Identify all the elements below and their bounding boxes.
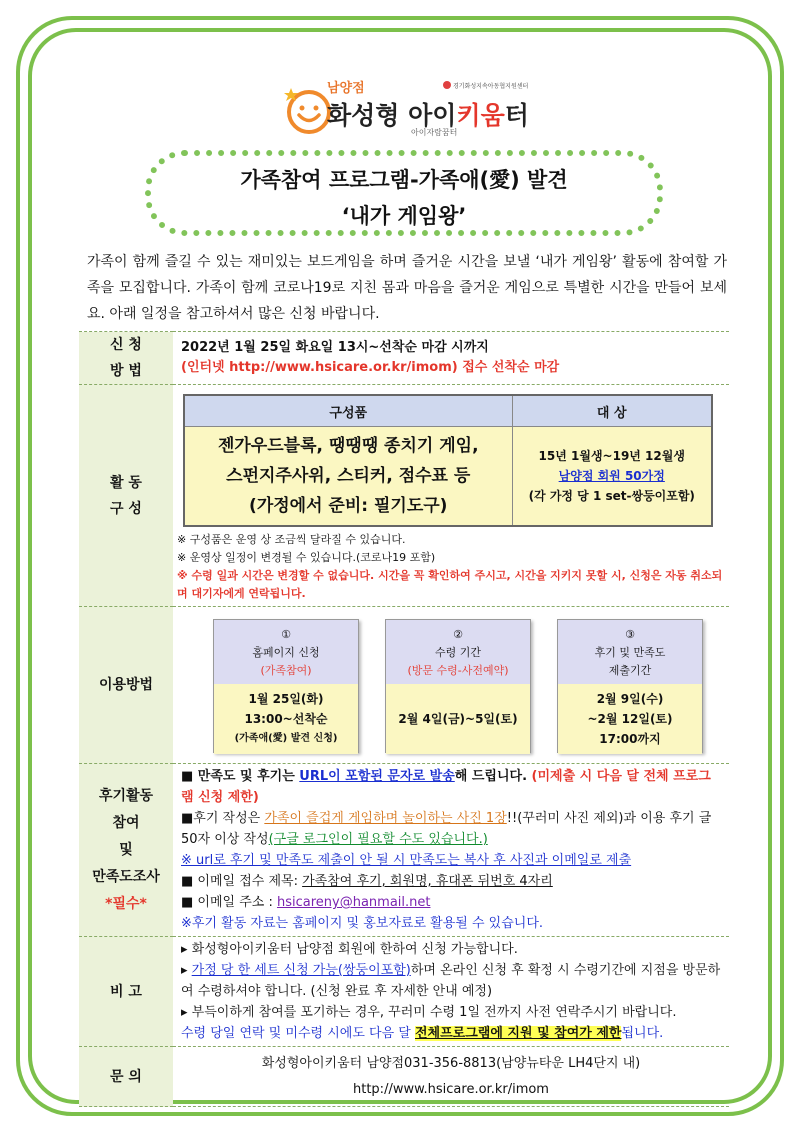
remark-2: ▸ 가정 당 한 세트 신청 가능(쌍둥이포함)하며 온라인 신청 후 확정 시 수령기간에 지점을 방문하여 수령하셔야 합니다. (신청 완료 후 자세한 안내 예정)	[181, 963, 721, 999]
intro-paragraph: 가족이 함께 즐길 수 있는 재미있는 보드게임을 하며 즐거운 시간을 보낼 ‘내가 게임왕’ 활동에 참여할 가족을 모집합니다. 가족이 함께 코로나19로 지친 몸과 마음을 즐거운 게임으로 특별한 시간을 만들어 보세요. 아래 일정을 참고하셔서 많은 신청 바랍니다.	[87, 254, 727, 322]
remarks-label: 비 고	[79, 937, 173, 1047]
review-line-3: ※ url로 후기 및 만족도 제출이 안 될 시 만족도는 복사 후 사진과 이메일로 제출	[181, 853, 632, 868]
logo	[283, 74, 533, 140]
apply-line2: (인터넷 http://www.hsicare.or.kr/imom) 접수 선착순 마감	[181, 360, 560, 375]
remark-4: 수령 당일 연락 및 미수령 시에도 다음 달 전체프로그램에 지원 및 참여가 제한됩니다.	[181, 1026, 664, 1041]
logo-org: 경기화성지속아동협지원센터	[443, 81, 528, 90]
remark-1: ▸ 화성형아이키움터 남양점 회원에 한하여 신청 가능합니다.	[181, 942, 518, 957]
components-header: 구성품	[184, 395, 512, 427]
title-box	[145, 150, 663, 236]
usage-content	[173, 607, 729, 764]
contact-row	[79, 1047, 729, 1107]
remarks-content	[173, 937, 729, 1047]
contact-line1: 화성형아이키움터 남양점031-356-8813(남양뉴타운 LH4단지 내)	[261, 1055, 641, 1071]
page-title: 가족참여 프로그램-가족애(愛) 발견	[240, 168, 568, 192]
activity-note-3: ※ 수령 일과 시간은 변경할 수 없습니다. 시간을 꼭 확인하여 주시고, 시간을 지키지 못할 시, 신청은 자동 취소되며 대기자에게 연락됩니다.	[177, 569, 723, 601]
page-subtitle: ‘내가 게임왕’	[341, 204, 467, 228]
logo-name: 화성형 아이키움터	[327, 101, 529, 130]
email-link[interactable]: hsicareny@hanmail.net	[276, 895, 431, 910]
review-row	[79, 764, 729, 937]
review-line-2: ■후기 작성은 가족이 즐겁게 게임하며 놀이하는 사진 1장!!(꾸러미 사진 제외)과 이용 후기 글 50자 이상 작성(구글 로그인이 필요할 수도 있습니다.)	[181, 811, 712, 847]
review-line-6: ※후기 활동 자료는 홈페이지 및 홍보자료로 활용될 수 있습니다.	[181, 916, 544, 931]
review-content	[173, 764, 729, 937]
usage-row	[79, 607, 729, 764]
activity-content	[173, 385, 729, 607]
review-label: 후기활동 참여 및 만족도조사 *필수*	[79, 764, 173, 937]
apply-line1: 2022년 1월 25일 화요일 13시~선착순 마감 시까지	[181, 340, 489, 355]
apply-row	[79, 332, 729, 385]
activity-row	[79, 385, 729, 607]
target-cell: 15년 1월생~19년 12월생 남양점 회원 50가정 (각 가정 당 1 set-쌍둥이포함)	[512, 427, 712, 527]
activity-note-1: ※ 구성품은 운영 상 조금씩 달라질 수 있습니다.	[177, 533, 406, 547]
logo-branch: 남양점	[327, 81, 365, 96]
components-cell: 젠가우드블록, 땡땡땡 종치기 게임, 스펀지주사위, 스티커, 점수표 등 (가정에서 준비: 필기도구)	[184, 427, 512, 527]
logo-sub: 아이자람꿈터	[411, 128, 458, 137]
activity-label: 활 동 구 성	[79, 385, 173, 607]
contact-url[interactable]: http://www.hsicare.or.kr/imom	[353, 1081, 549, 1097]
usage-card-pickup: ② 수령 기간 (방문 수령-사전예약) 2월 4일(금)~5일(토)	[385, 619, 531, 753]
usage-card-apply: ① 홈페이지 신청 (가족참여) 1월 25일(화) 13:00~선착순 (가족애(愛) 발견 신청)	[213, 619, 359, 753]
components-table	[183, 394, 713, 528]
org-icon	[443, 81, 451, 89]
usage-cards	[173, 607, 729, 763]
review-line-1: ■ 만족도 및 후기는 URL이 포함된 문자로 발송해 드립니다. (미제출 시 다음 달 전체 프로그램 신청 제한)	[181, 769, 711, 805]
review-line-4: ■ 이메일 접수 제목: 가족참여 후기, 회원명, 휴대폰 뒤번호 4자리	[181, 874, 553, 889]
activity-note-2: ※ 운영상 일정이 변경될 수 있습니다.(코로나19 포함)	[177, 551, 436, 565]
review-line-5: ■ 이메일 주소 : hsicareny@hanmail.net	[181, 895, 431, 910]
remark-3: ▸ 부득이하게 참여를 포기하는 경우, 꾸러미 수령 1일 전까지 사전 연락주시기 바랍니다.	[181, 1005, 677, 1020]
remarks-row	[79, 937, 729, 1047]
apply-content	[173, 332, 729, 385]
target-header: 대 상	[512, 395, 712, 427]
usage-label: 이용방법	[79, 607, 173, 764]
info-table	[79, 331, 729, 1107]
usage-card-review: ③ 후기 및 만족도 제출기간 2월 9일(수) ~2월 12일(토) 17:00까지	[557, 619, 703, 753]
apply-label: 신 청 방 법	[79, 332, 173, 385]
contact-content	[173, 1047, 729, 1107]
contact-label: 문 의	[79, 1047, 173, 1107]
